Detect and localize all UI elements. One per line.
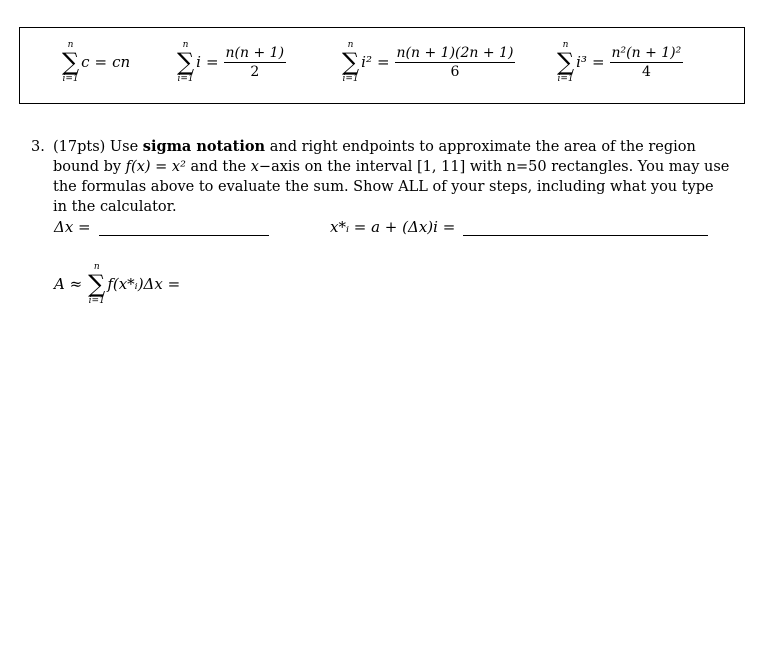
problem-number: 3. [31, 139, 45, 155]
sigma-symbol: n ∑ i=1 [342, 40, 360, 84]
problem-text: and the [185, 159, 251, 175]
sigma-symbol: n ∑ i=1 [88, 262, 106, 306]
sum-term: c [81, 53, 90, 71]
sigma-lower-limit: i=1 [557, 74, 574, 84]
sum-term: i [196, 53, 201, 71]
fraction-numerator: n(n + 1) [225, 44, 285, 61]
problem-statement [53, 137, 731, 217]
xi-label: x*ᵢ = a + (Δx)i = [330, 218, 456, 236]
area-approximation [54, 262, 180, 306]
fraction-denominator: 6 [450, 63, 460, 80]
sigma-upper-limit: n [347, 40, 354, 50]
formula-sum-i-squared: n ∑ i=1 i² = $\frac{n(n + 1)(2n + 1)}{6}$ [342, 40, 514, 84]
xi-blank[interactable] [463, 219, 708, 236]
sigma-upper-limit: n [93, 262, 100, 272]
sigma-symbol: n ∑ i=1 [557, 40, 575, 84]
problem-text: −axis on the interval [1, 11] with n=50 rectangles. You may use the formulas above to evaluate the sum. Show ALL of your steps, including what you type in the calculator. [53, 159, 730, 215]
delta-x-answer [54, 218, 269, 236]
summation-formulas-box [19, 27, 745, 104]
sigma-lower-limit: i=1 [88, 296, 105, 306]
fraction-denominator: 4 [641, 63, 651, 80]
problem-3 [31, 137, 731, 217]
sigma-lower-limit: i=1 [177, 74, 194, 84]
fraction-numerator: n²(n + 1)² [611, 44, 682, 61]
delta-x-label: Δx = [54, 218, 91, 236]
fraction-numerator: n(n + 1)(2n + 1) [396, 44, 514, 61]
formula-constant-sum: n ∑ i=1 c = cn [62, 40, 131, 84]
problem-points: (17pts) Use [53, 139, 143, 155]
fraction [610, 45, 684, 80]
fraction [395, 45, 516, 80]
area-label: A ≈ [54, 275, 83, 293]
problem-text: and right endpoints to approximate the area of the region bound by [53, 139, 696, 175]
sigma-lower-limit: i=1 [342, 74, 359, 84]
fraction-denominator: 2 [250, 63, 260, 80]
fraction [224, 45, 287, 80]
delta-x-blank[interactable] [99, 219, 269, 236]
sigma-upper-limit: n [182, 40, 189, 50]
sum-term: i² [361, 53, 372, 71]
formula-sum-i: n ∑ i=1 i = $\frac{n(n + 1)}{2}$ [177, 40, 285, 84]
sigma-symbol: n ∑ i=1 [62, 40, 80, 84]
formula-sum-i-cubed: n ∑ i=1 i³ = $\frac{\text{n²(n + 1)²}}{4}$ [557, 40, 682, 84]
problem-emphasis: sigma notation [142, 138, 266, 155]
sigma-symbol: n ∑ i=1 [177, 40, 195, 84]
problem-function: f(x) = x² [125, 159, 186, 175]
sum-result: cn [112, 53, 131, 71]
problem-axis: x [250, 159, 259, 175]
sum-term: i³ [576, 53, 587, 71]
sigma-upper-limit: n [67, 40, 74, 50]
riemann-sum-expression: f(x*ᵢ)Δx = [107, 275, 181, 293]
sigma-upper-limit: n [562, 40, 569, 50]
sigma-lower-limit: i=1 [62, 74, 79, 84]
xi-answer [330, 218, 708, 236]
